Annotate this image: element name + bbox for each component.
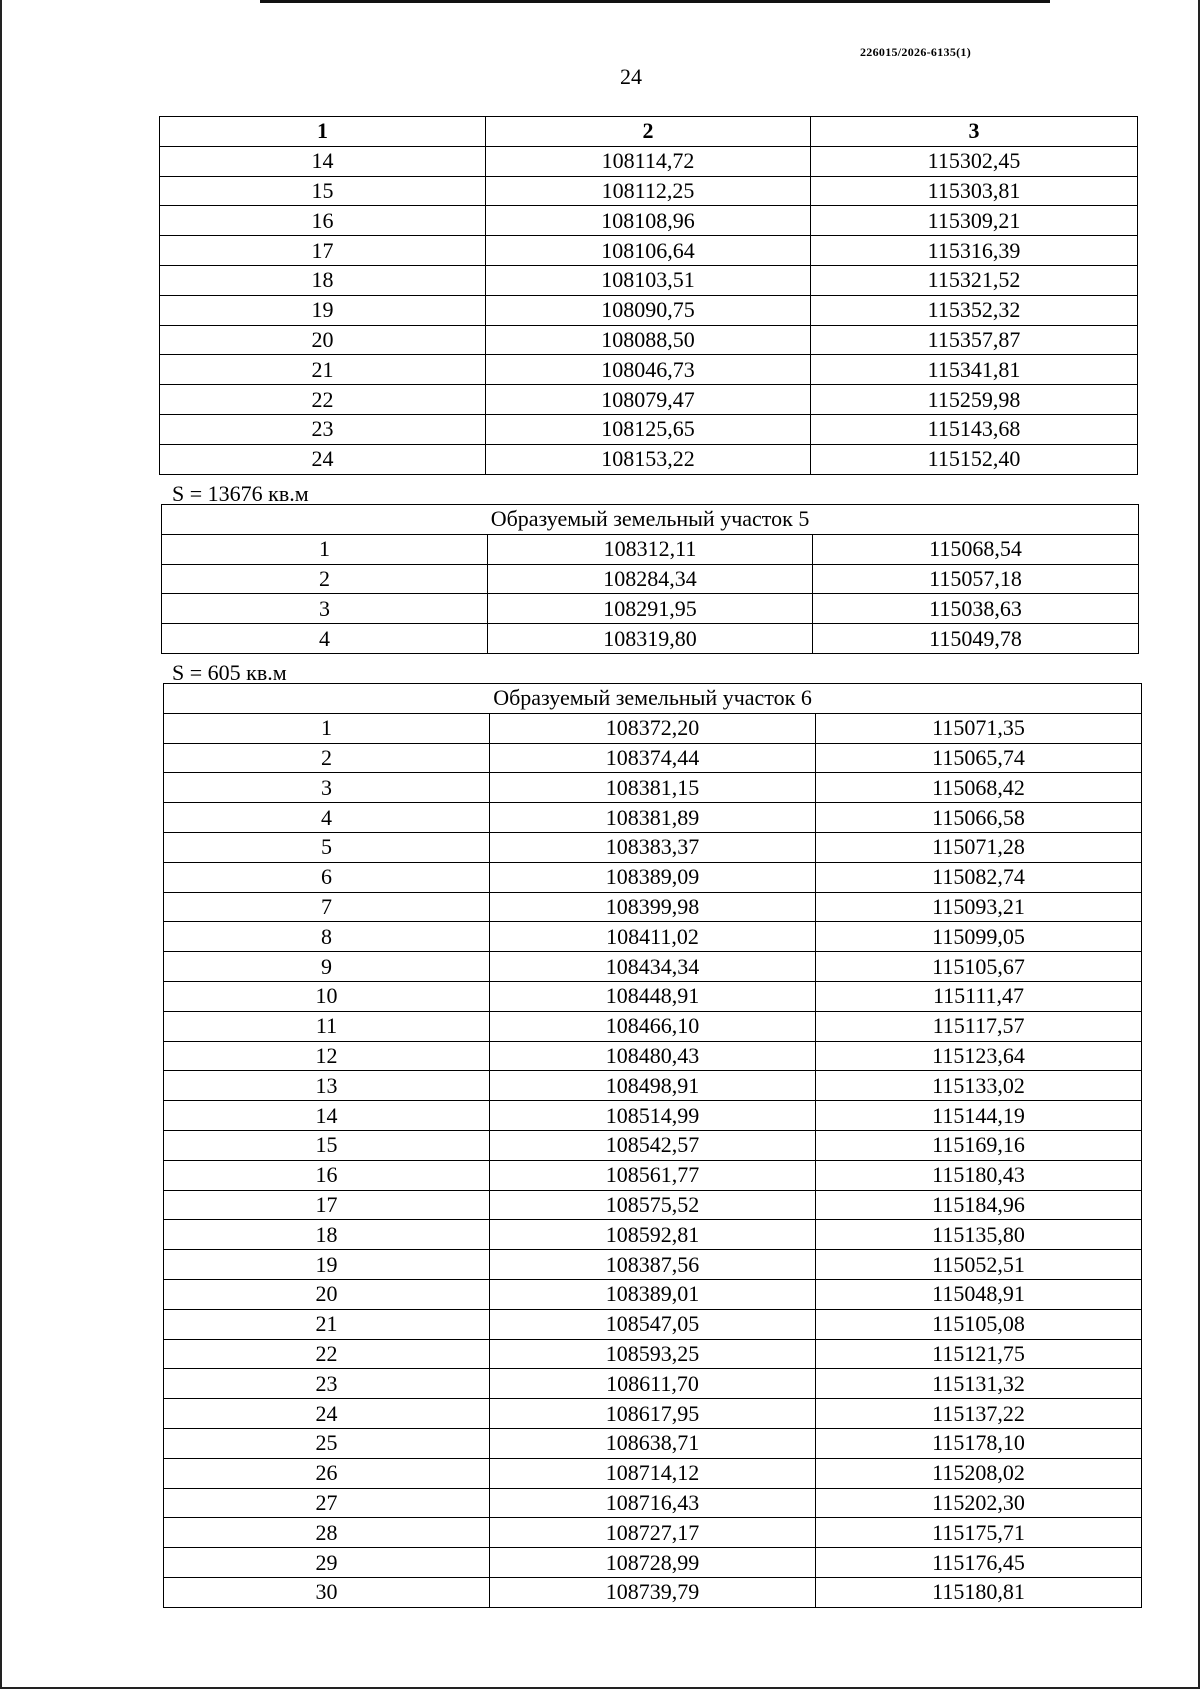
x-coordinate-cell: 108611,70	[490, 1369, 816, 1399]
table-row	[164, 773, 1142, 803]
x-coordinate-cell: 108448,91	[490, 981, 816, 1011]
column-header-point: 1	[160, 117, 486, 147]
point-number-cell: 26	[164, 1458, 490, 1488]
y-coordinate-cell: 115133,02	[816, 1071, 1142, 1101]
x-coordinate-cell: 108114,72	[486, 146, 811, 176]
table-row	[164, 1369, 1142, 1399]
point-number-cell: 8	[164, 922, 490, 952]
point-number-cell: 14	[164, 1101, 490, 1131]
x-coordinate-cell: 108381,15	[490, 773, 816, 803]
x-coordinate-cell: 108739,79	[490, 1577, 816, 1607]
table-row	[160, 236, 1138, 266]
x-coordinate-cell: 108079,47	[486, 385, 811, 415]
y-coordinate-cell: 115178,10	[816, 1428, 1142, 1458]
area-label-continuation: S = 13676 кв.м	[172, 481, 309, 506]
x-coordinate-cell: 108108,96	[486, 206, 811, 236]
point-number-cell: 27	[164, 1488, 490, 1518]
table-row	[164, 1428, 1142, 1458]
area-label-plot-5: S = 605 кв.м	[172, 660, 287, 685]
table-row	[164, 862, 1142, 892]
y-coordinate-cell: 115048,91	[816, 1279, 1142, 1309]
point-number-cell: 17	[164, 1190, 490, 1220]
table-row	[164, 922, 1142, 952]
y-coordinate-cell: 115099,05	[816, 922, 1142, 952]
point-number-cell: 22	[160, 385, 486, 415]
y-coordinate-cell: 115049,78	[813, 624, 1139, 654]
point-number-cell: 18	[164, 1220, 490, 1250]
y-coordinate-cell: 115180,81	[816, 1577, 1142, 1607]
point-number-cell: 18	[160, 265, 486, 295]
y-coordinate-cell: 115123,64	[816, 1041, 1142, 1071]
coordinates-table-continuation	[159, 116, 1138, 475]
x-coordinate-cell: 108291,95	[488, 594, 813, 624]
point-number-cell: 6	[164, 862, 490, 892]
table-row	[160, 325, 1138, 355]
y-coordinate-cell: 115321,52	[811, 265, 1138, 295]
y-coordinate-cell: 115357,87	[811, 325, 1138, 355]
y-coordinate-cell: 115152,40	[811, 444, 1138, 474]
y-coordinate-cell: 115208,02	[816, 1458, 1142, 1488]
y-coordinate-cell: 115352,32	[811, 295, 1138, 325]
y-coordinate-cell: 115259,98	[811, 385, 1138, 415]
point-number-cell: 21	[160, 355, 486, 385]
x-coordinate-cell: 108319,80	[488, 624, 813, 654]
x-coordinate-cell: 108090,75	[486, 295, 811, 325]
table-row	[164, 1071, 1142, 1101]
page-edge-left	[0, 0, 2, 1689]
x-coordinate-cell: 108284,34	[488, 564, 813, 594]
y-coordinate-cell: 115105,08	[816, 1309, 1142, 1339]
x-coordinate-cell: 108046,73	[486, 355, 811, 385]
y-coordinate-cell: 115143,68	[811, 414, 1138, 444]
x-coordinate-cell: 108103,51	[486, 265, 811, 295]
table-row	[160, 206, 1138, 236]
table-row	[164, 1011, 1142, 1041]
table-row	[164, 1190, 1142, 1220]
table-row	[164, 1041, 1142, 1071]
point-number-cell: 2	[162, 564, 488, 594]
point-number-cell: 17	[160, 236, 486, 266]
x-coordinate-cell: 108387,56	[490, 1250, 816, 1280]
point-number-cell: 20	[164, 1279, 490, 1309]
table-row	[164, 952, 1142, 982]
x-coordinate-cell: 108374,44	[490, 743, 816, 773]
y-coordinate-cell: 115111,47	[816, 981, 1142, 1011]
point-number-cell: 4	[164, 803, 490, 833]
y-coordinate-cell: 115144,19	[816, 1101, 1142, 1131]
point-number-cell: 1	[162, 534, 488, 564]
table-row	[164, 1279, 1142, 1309]
table-row	[160, 176, 1138, 206]
page-number: 24	[620, 64, 642, 89]
x-coordinate-cell: 108561,77	[490, 1160, 816, 1190]
point-number-cell: 10	[164, 981, 490, 1011]
plot-5-title: Образуемый земельный участок 5	[162, 505, 1139, 535]
x-coordinate-cell: 108312,11	[488, 534, 813, 564]
x-coordinate-cell: 108575,52	[490, 1190, 816, 1220]
table-row	[164, 1130, 1142, 1160]
point-number-cell: 5	[164, 832, 490, 862]
x-coordinate-cell: 108593,25	[490, 1339, 816, 1369]
y-coordinate-cell: 115341,81	[811, 355, 1138, 385]
point-number-cell: 14	[160, 146, 486, 176]
x-coordinate-cell: 108411,02	[490, 922, 816, 952]
y-coordinate-cell: 115309,21	[811, 206, 1138, 236]
plot-5-table	[161, 504, 1139, 654]
table-row	[164, 1160, 1142, 1190]
y-coordinate-cell: 115121,75	[816, 1339, 1142, 1369]
table-row	[164, 1250, 1142, 1280]
point-number-cell: 25	[164, 1428, 490, 1458]
table-row	[164, 1518, 1142, 1548]
x-coordinate-cell: 108125,65	[486, 414, 811, 444]
scan-artifact-top	[260, 0, 1050, 3]
y-coordinate-cell: 115184,96	[816, 1190, 1142, 1220]
x-coordinate-cell: 108106,64	[486, 236, 811, 266]
table-row	[164, 1399, 1142, 1429]
y-coordinate-cell: 115057,18	[813, 564, 1139, 594]
table-row	[160, 385, 1138, 415]
x-coordinate-cell: 108547,05	[490, 1309, 816, 1339]
table-row	[162, 624, 1139, 654]
y-coordinate-cell: 115068,54	[813, 534, 1139, 564]
table-row	[160, 265, 1138, 295]
y-coordinate-cell: 115202,30	[816, 1488, 1142, 1518]
table-body	[164, 713, 1142, 1607]
y-coordinate-cell: 115175,71	[816, 1518, 1142, 1548]
x-coordinate-cell: 108434,34	[490, 952, 816, 982]
point-number-cell: 24	[160, 444, 486, 474]
table-row	[160, 295, 1138, 325]
point-number-cell: 3	[162, 594, 488, 624]
point-number-cell: 24	[164, 1399, 490, 1429]
y-coordinate-cell: 115068,42	[816, 773, 1142, 803]
x-coordinate-cell: 108728,99	[490, 1548, 816, 1578]
x-coordinate-cell: 108381,89	[490, 803, 816, 833]
y-coordinate-cell: 115176,45	[816, 1548, 1142, 1578]
y-coordinate-cell: 115038,63	[813, 594, 1139, 624]
table-row	[164, 1101, 1142, 1131]
x-coordinate-cell: 108383,37	[490, 832, 816, 862]
point-number-cell: 9	[164, 952, 490, 982]
y-coordinate-cell: 115131,32	[816, 1369, 1142, 1399]
point-number-cell: 29	[164, 1548, 490, 1578]
x-coordinate-cell: 108727,17	[490, 1518, 816, 1548]
table-row	[160, 146, 1138, 176]
y-coordinate-cell: 115071,35	[816, 713, 1142, 743]
x-coordinate-cell: 108389,01	[490, 1279, 816, 1309]
table-row	[162, 534, 1139, 564]
table-row	[160, 444, 1138, 474]
x-coordinate-cell: 108542,57	[490, 1130, 816, 1160]
y-coordinate-cell: 115093,21	[816, 892, 1142, 922]
column-header-y: 3	[811, 117, 1138, 147]
point-number-cell: 16	[164, 1160, 490, 1190]
point-number-cell: 28	[164, 1518, 490, 1548]
plot-6-title: Образуемый земельный участок 6	[164, 684, 1142, 714]
point-number-cell: 23	[160, 414, 486, 444]
y-coordinate-cell: 115180,43	[816, 1160, 1142, 1190]
table-row	[164, 803, 1142, 833]
table-row	[164, 1220, 1142, 1250]
point-number-cell: 22	[164, 1339, 490, 1369]
x-coordinate-cell: 108480,43	[490, 1041, 816, 1071]
x-coordinate-cell: 108592,81	[490, 1220, 816, 1250]
x-coordinate-cell: 108389,09	[490, 862, 816, 892]
point-number-cell: 11	[164, 1011, 490, 1041]
point-number-cell: 23	[164, 1369, 490, 1399]
y-coordinate-cell: 115082,74	[816, 862, 1142, 892]
point-number-cell: 7	[164, 892, 490, 922]
point-number-cell: 15	[164, 1130, 490, 1160]
x-coordinate-cell: 108716,43	[490, 1488, 816, 1518]
table-row	[162, 594, 1139, 624]
table-row	[164, 1458, 1142, 1488]
point-number-cell: 16	[160, 206, 486, 236]
x-coordinate-cell: 108112,25	[486, 176, 811, 206]
point-number-cell: 13	[164, 1071, 490, 1101]
plot-5-title-row	[162, 505, 1139, 535]
table-row	[162, 564, 1139, 594]
x-coordinate-cell: 108372,20	[490, 713, 816, 743]
table-body	[162, 534, 1139, 653]
point-number-cell: 19	[164, 1250, 490, 1280]
x-coordinate-cell: 108638,71	[490, 1428, 816, 1458]
x-coordinate-cell: 108088,50	[486, 325, 811, 355]
x-coordinate-cell: 108498,91	[490, 1071, 816, 1101]
y-coordinate-cell: 115169,16	[816, 1130, 1142, 1160]
y-coordinate-cell: 115117,57	[816, 1011, 1142, 1041]
point-number-cell: 30	[164, 1577, 490, 1607]
table-header-row	[160, 117, 1138, 147]
y-coordinate-cell: 115071,28	[816, 832, 1142, 862]
point-number-cell: 15	[160, 176, 486, 206]
x-coordinate-cell: 108617,95	[490, 1399, 816, 1429]
point-number-cell: 21	[164, 1309, 490, 1339]
point-number-cell: 4	[162, 624, 488, 654]
y-coordinate-cell: 115302,45	[811, 146, 1138, 176]
plot-6-table	[163, 683, 1142, 1608]
point-number-cell: 1	[164, 713, 490, 743]
y-coordinate-cell: 115105,67	[816, 952, 1142, 982]
point-number-cell: 2	[164, 743, 490, 773]
table-row	[160, 414, 1138, 444]
point-number-cell: 20	[160, 325, 486, 355]
y-coordinate-cell: 115052,51	[816, 1250, 1142, 1280]
y-coordinate-cell: 115065,74	[816, 743, 1142, 773]
point-number-cell: 12	[164, 1041, 490, 1071]
x-coordinate-cell: 108514,99	[490, 1101, 816, 1131]
y-coordinate-cell: 115066,58	[816, 803, 1142, 833]
table-body	[160, 146, 1138, 474]
table-row	[164, 832, 1142, 862]
column-header-x: 2	[486, 117, 811, 147]
table-row	[160, 355, 1138, 385]
table-row	[164, 892, 1142, 922]
table-row	[164, 981, 1142, 1011]
table-row	[164, 1488, 1142, 1518]
y-coordinate-cell: 115303,81	[811, 176, 1138, 206]
y-coordinate-cell: 115316,39	[811, 236, 1138, 266]
document-id: 226015/2026-6135(1)	[860, 45, 972, 59]
x-coordinate-cell: 108153,22	[486, 444, 811, 474]
point-number-cell: 19	[160, 295, 486, 325]
plot-6-title-row	[164, 684, 1142, 714]
table-row	[164, 743, 1142, 773]
table-row	[164, 1339, 1142, 1369]
x-coordinate-cell: 108466,10	[490, 1011, 816, 1041]
table-row	[164, 1548, 1142, 1578]
point-number-cell: 3	[164, 773, 490, 803]
x-coordinate-cell: 108714,12	[490, 1458, 816, 1488]
table-row	[164, 1309, 1142, 1339]
table-row	[164, 713, 1142, 743]
table-row	[164, 1577, 1142, 1607]
y-coordinate-cell: 115137,22	[816, 1399, 1142, 1429]
y-coordinate-cell: 115135,80	[816, 1220, 1142, 1250]
x-coordinate-cell: 108399,98	[490, 892, 816, 922]
